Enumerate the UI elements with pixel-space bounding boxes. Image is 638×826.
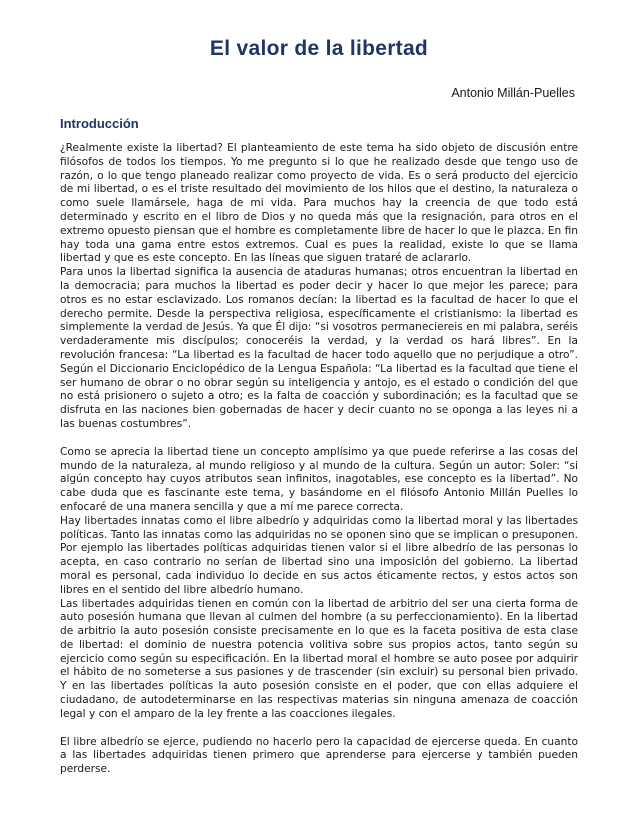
paragraph-6: El libre albedrío se ejerce, pudiendo no hacerlo pero la capacidad de ejercerse queda. En cuanto a las libertades adquiridas tienen primero que aprenderse para ejercerse y también pueden perderse. [60,735,578,776]
paragraph-3: Como se aprecia la libertad tiene un concepto amplísimo ya que puede referirse a las cosas del mundo de la naturaleza, al mundo religioso y al mundo de la cultura. Según un autor: Soler: “si algún concepto hay cuyos atributos sean infinitos, inagotables, ese concepto es la libertad”. No cabe duda que es fascinante este tema, y basándome en el filósofo Antonio Millán Puelles lo enfocaré de una manera sencilla y que a mí me parece correcta. [60,445,578,513]
paragraph-2: Para unos la libertad significa la ausencia de ataduras humanas; otros encuentran la libertad en la democracia; para muchos la libertad es poder decir y hacer lo que mejor les parece; para otros es no estar esclavizado. Los romanos decían: la libertad es la facultad de hacer lo que el derecho permite. Desde la perspectiva religiosa, específicamente el cristianismo: la libertad es simplemente la verdad de Jesús. Ya que Él dijo: “si vosotros permaneciereis en mi palabra, seréis verdaderamente mis discípulos; conoceréis la verdad, y la verdad os hará libres”. En la revolución francesa: “La libertad es la facultad de hacer todo aquello que no perjudique a otro”. Según el Diccionario Enciclopédico de la Lengua Española: “La libertad es la facultad que tiene el ser humano de obrar o no obrar según su inteligencia y antojo, es el estado o condición del que no está prisionero o sujeto a otro; es la falta de coacción y subordinación; es la facultad que se disfruta en las naciones bien gobernadas de hacer y decir cuanto no se oponga a las leyes ni a las buenas costumbres”. [60,266,578,430]
paragraph-1: ¿Realmente existe la libertad? El planteamiento de este tema ha sido objeto de discusión entre filósofos de todos los tiempos. Yo me pregunto si lo que he realizado desde que tengo uso de razón, o lo que tengo planeado realizar como proyecto de vida. Es o será producto del ejercicio de mi libertad, o es el triste resultado del movimiento de los hilos que el destino, la naturaleza o como suele llamársele, haga de mi vida. Para muchos hay la creencia de que todo está determinado y escrito en el libro de Dios y no queda más que la resignación, para otros en el extremo opuesto piensan que el hombre es completamente libre de hacer lo que le plazca. En fin hay toda una gama entre estos extremos. Cual es pues la realidad, existe lo que se llama libertad y que es este concepto. En las líneas que siguen trataré de aclararlo. [60,142,578,265]
paragraph-4: Hay libertades innatas como el libre albedrío y adquiridas como la libertad moral y las libertades políticas. Tanto las innatas como las adquiridas no se oponen sino que se implican o presuponen. Por ejemplo las libertades políticas adquiridas tienen valor si el libre albedrío de las personas lo acepta, en caso contrario no serían de libertad sino una imposición del gobierno. La libertad moral es personal, cada individuo lo decide en sus actos éticamente rectos, y estos actos son libres en el sentido del libre albedrío humano. [60,514,578,596]
author-name: Antonio Millán-Puelles [451,86,575,100]
body-text [60,142,578,777]
section-heading: Introducción [60,116,139,131]
paragraph-5: Las libertades adquiridas tienen en común con la libertad de arbitrio del ser una cierta forma de auto posesión humana que llevan al culmen del hombre (a su perfeccionamiento). En la libertad de arbitrio la auto posesión consiste precisamente en lo que es la faceta positiva de esta clase de libertad: el dominio de nuestra potencia volitiva sobre sus propios actos, tanto según su ejercicio como según su especificación. En la libertad moral el hombre se auto posee por adquirir el hábito de no someterse a sus pasiones y de trascender (sin excluir) su personal bien privado. Y en las libertades políticas la auto posesión consiste en el poder, que con ellas adquiere el ciudadano, de autodeterminarse en las respectivas materias sin ninguna amenaza de coacción legal y con el amparo de la ley frente a las coacciones ilegales. [60,597,578,720]
document-title: El valor de la libertad [209,37,429,60]
